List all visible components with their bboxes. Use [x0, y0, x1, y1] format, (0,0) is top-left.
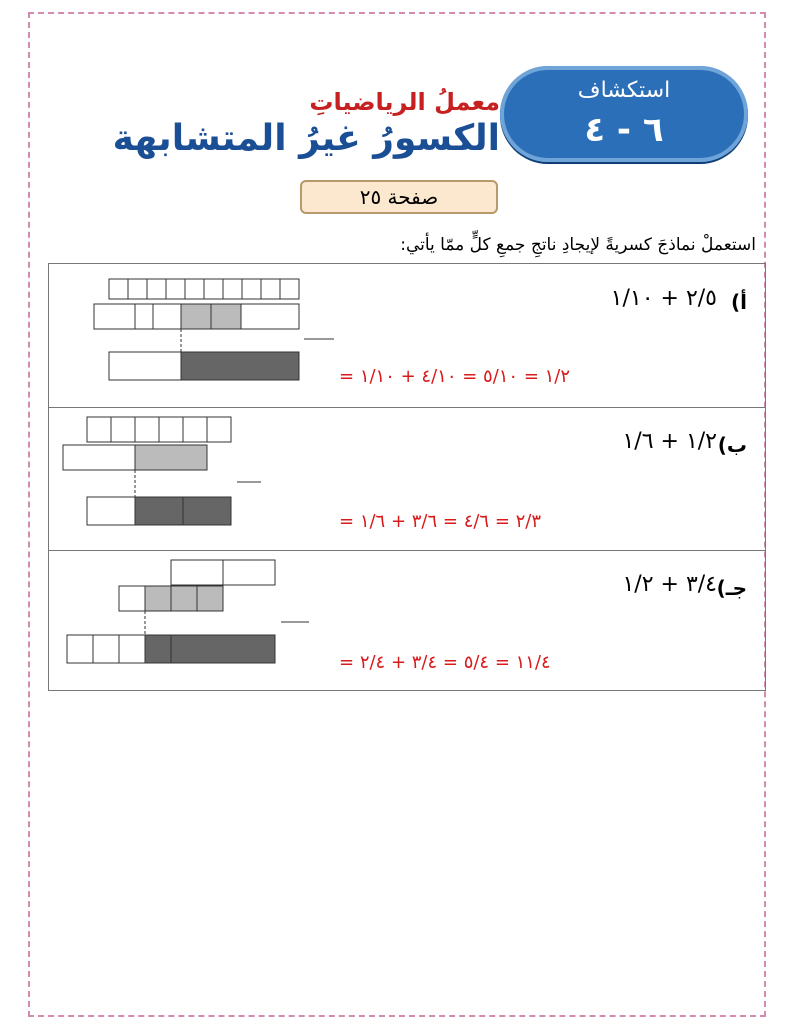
- instructions-text: استعملْ نماذجَ كسريةً لإيجادِ ناتجِ جمعِ كلٍّ ممّا يأتي:: [400, 235, 756, 255]
- exercise-c: [49, 550, 765, 690]
- lesson-badge: [500, 66, 748, 162]
- exercise-expression: ٣/٤ + ١/٢: [622, 572, 717, 597]
- exercise-label: جـ): [716, 576, 747, 600]
- exercise-expression: ٢/٥ + ١/١٠: [610, 286, 717, 311]
- exercise-a: [49, 264, 765, 408]
- badge-number: ٦ - ٤: [584, 110, 664, 150]
- lab-title: معملُ الرياضياتِ: [309, 88, 500, 116]
- exercise-expression: ١/٢ + ١/٦: [622, 429, 717, 454]
- exercise-label: أ): [731, 290, 747, 314]
- exercise-label: ب): [717, 433, 747, 457]
- exercise-b: [49, 407, 765, 551]
- exercise-table: [48, 263, 766, 691]
- answer-text: ١/٢ = ٥/١٠ = ٤/١٠ + ١/١٠ =: [339, 366, 571, 387]
- answer-text: ٢/٣ = ٤/٦ = ٣/٦ + ١/٦ =: [339, 511, 542, 532]
- answer-text: ١١/٤ = ٥/٤ = ٣/٤ + ٢/٤ =: [339, 652, 551, 673]
- main-title: الكسورُ غيرُ المتشابهة: [112, 118, 500, 159]
- page-reference: صفحة ٢٥: [300, 180, 498, 214]
- badge-title: استكشاف: [577, 78, 671, 103]
